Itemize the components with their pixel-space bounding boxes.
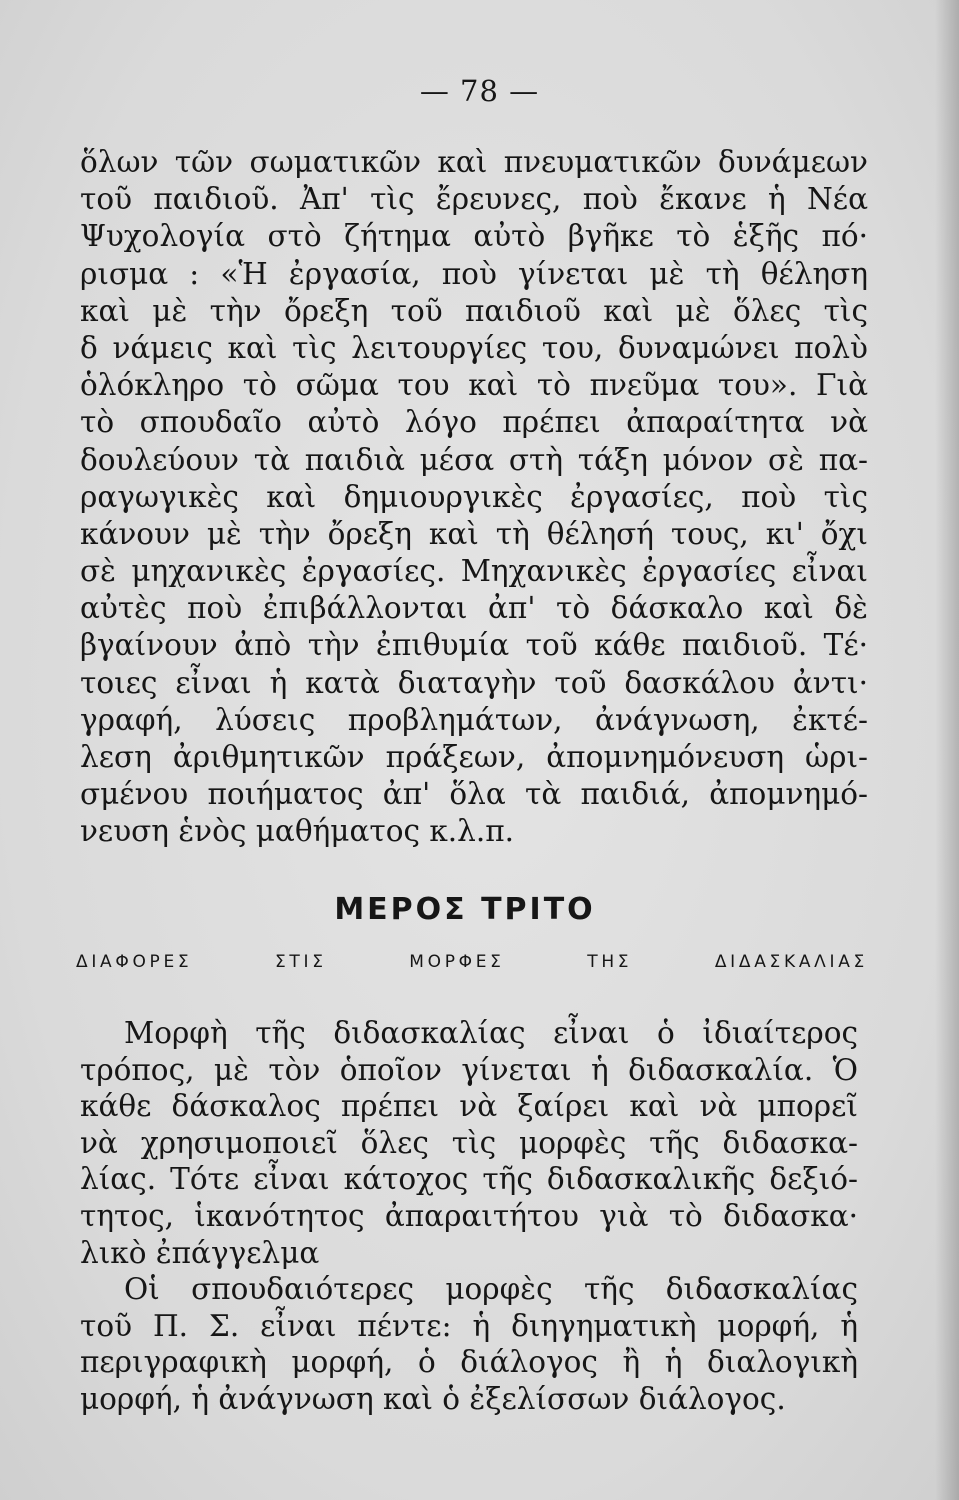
text-line: αὐτὲς ποὺ ἐπιβάλλονται ἀπ' τὸ δάσκαλο καὶ δὲ — [80, 591, 868, 626]
section-subtitle: ΔΙΑΦΟΡΕΣ ΣΤΙΣ ΜΟΡΦΕΣ ΤΗΣ ΔΙΔΑΣΚΑΛΙΑΣ — [76, 952, 868, 972]
text-line: Μορφὴ τῆς διδασκαλίας εἶναι ὁ ἰδιαίτερος — [124, 1016, 858, 1050]
page-edge-shadow — [935, 0, 959, 1500]
text-line: καὶ μὲ τὴν ὄρεξη τοῦ παιδιοῦ καὶ μὲ ὅλες τὶς — [80, 293, 868, 328]
text-line: κάνουν μὲ τὴν ὄρεξη καὶ τὴ θέλησή τους, κι' ὄχι — [80, 516, 868, 551]
page-number: — 78 — — [419, 74, 540, 108]
text-line: λικὸ ἐπάγγελμα — [80, 1235, 320, 1270]
text-line: σμένου ποιήματος ἀπ' ὅλα τὰ παιδιά, ἀπομνημό- — [80, 777, 868, 812]
text-line: Οἱ σπουδαιότερες μορφὲς τῆς διδασκαλίας — [124, 1272, 858, 1307]
text-line: δ νάμεις καὶ τὶς λειτουργίες του, δυναμώνει πολὺ — [80, 330, 868, 365]
text-line: μορφή, ἡ ἀνάγνωση καὶ ὁ ἐξελίσσων διάλογος. — [80, 1381, 786, 1416]
text-line: τητος, ἱκανότητος ἀπαραιτήτου γιὰ τὸ διδασκα· — [80, 1198, 858, 1233]
text-line: περιγραφικὴ μορφή, ὁ διάλογος ἢ ἡ διαλογικὴ — [80, 1345, 858, 1380]
text-line: τοῦ παιδιοῦ. Ἀπ' τὶς ἔρευνες, ποὺ ἔκανε ἡ Νέα — [80, 182, 868, 217]
section-title: ΜΕΡΟΣ ΤΡΙΤΟ — [334, 892, 596, 927]
text-line: τοιες εἶναι ἡ κατὰ διαταγὴν τοῦ δασκάλου ἀντι· — [80, 665, 868, 700]
paragraph-work-and-will — [80, 144, 868, 851]
text-line: τὸ σπουδαῖο αὐτὸ λόγο πρέπει ἀπαραίτητα νὰ — [80, 405, 868, 440]
text-line: ραγωγικὲς καὶ δημιουργικὲς ἐργασίες, ποὺ τὶς — [80, 479, 868, 514]
text-line: ὁλόκληρο τὸ σῶμα του καὶ τὸ πνεῦμα του». Γιὰ — [80, 368, 868, 403]
text-line: νὰ χρησιμοποιεῖ ὅλες τὶς μορφὲς τῆς διδασκα- — [80, 1125, 858, 1160]
text-line: γραφή, λύσεις προβλημάτων, ἀνάγνωση, ἐκτέ- — [80, 702, 868, 737]
text-line: Ψυχολογία στὸ ζήτημα αὐτὸ βγῆκε τὸ ἑξῆς πό· — [80, 219, 868, 254]
paragraph-forms-of-teaching — [80, 1015, 858, 1418]
text-line: κάθε δάσκαλος πρέπει νὰ ξαίρει καὶ νὰ μπορεῖ — [80, 1089, 858, 1124]
text-line: δουλεύουν τὰ παιδιὰ μέσα στὴ τάξη μόνον σὲ πα- — [80, 442, 868, 477]
text-line: ρισμα : «Ἡ ἐργασία, ποὺ γίνεται μὲ τὴ θέληση — [80, 256, 868, 291]
text-line: νευση ἑνὸς μαθήματος κ.λ.π. — [80, 814, 515, 849]
text-line: ὅλων τῶν σωματικῶν καὶ πνευματικῶν δυνάμεων — [80, 145, 868, 179]
text-line: βγαίνουν ἀπὸ τὴν ἐπιθυμία τοῦ κάθε παιδιοῦ. Τέ· — [80, 628, 868, 663]
text-line: σὲ μηχανικὲς ἐργασίες. Μηχανικὲς ἐργασίες εἶναι — [80, 554, 868, 589]
text-line: τοῦ Π. Σ. εἶναι πέντε: ἡ διηγηματικὴ μορφή, ἡ — [80, 1308, 858, 1343]
text-line: τρόπος, μὲ τὸν ὁποῖον γίνεται ἡ διδασκαλία. Ὁ — [80, 1052, 858, 1087]
text-line: λεση ἀριθμητικῶν πράξεων, ἀπομνημόνευση ὡρι- — [80, 740, 868, 774]
text-line: λίας. Τότε εἶναι κάτοχος τῆς διδασκαλικῆς δεξιό- — [80, 1162, 858, 1197]
